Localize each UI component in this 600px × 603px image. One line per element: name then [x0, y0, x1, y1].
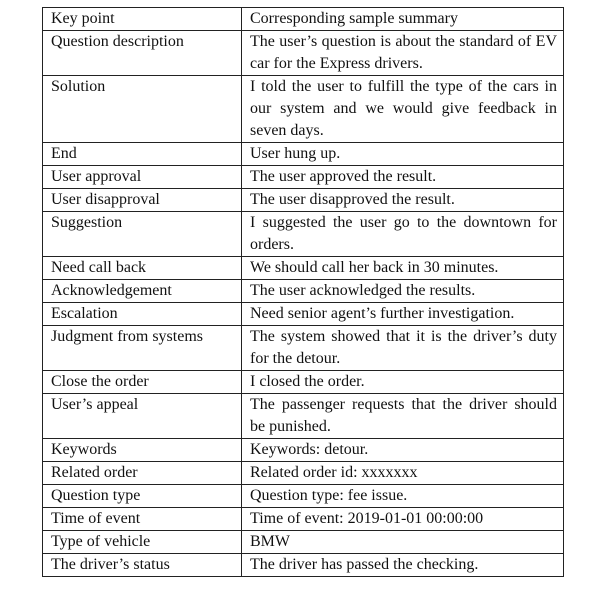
table-row: [43, 257, 564, 280]
row-key-point: Time of event: [43, 508, 242, 531]
header-key-point: Key point: [43, 8, 242, 31]
row-summary: Keywords: detour.: [242, 439, 564, 462]
table-row: [43, 303, 564, 326]
table-row: [43, 189, 564, 212]
row-key-point: Acknowledgement: [43, 280, 242, 303]
row-summary: Related order id: xxxxxxx: [242, 462, 564, 485]
row-key-point: User’s appeal: [43, 394, 242, 439]
row-summary: The user approved the result.: [242, 166, 564, 189]
row-key-point: User approval: [43, 166, 242, 189]
table-row: [43, 280, 564, 303]
table-row: [43, 462, 564, 485]
table-row: [43, 212, 564, 257]
row-summary: Need senior agent’s further investigation.: [242, 303, 564, 326]
summary-table-container: [42, 7, 564, 577]
table-row: [43, 554, 564, 577]
row-key-point: Question description: [43, 31, 242, 76]
row-summary: I told the user to fulfill the type of the cars in our system and we would give feedback in seven days.: [242, 76, 564, 143]
row-summary: BMW: [242, 531, 564, 554]
row-summary: The system showed that it is the driver’s duty for the detour.: [242, 326, 564, 371]
row-summary: I closed the order.: [242, 371, 564, 394]
row-key-point: Need call back: [43, 257, 242, 280]
table-row: [43, 371, 564, 394]
row-key-point: Close the order: [43, 371, 242, 394]
table-row: [43, 531, 564, 554]
row-key-point: Solution: [43, 76, 242, 143]
row-summary: The driver has passed the checking.: [242, 554, 564, 577]
row-key-point: End: [43, 143, 242, 166]
row-summary: User hung up.: [242, 143, 564, 166]
table-header-row: [43, 8, 564, 31]
row-summary: Time of event: 2019-01-01 00:00:00: [242, 508, 564, 531]
row-summary: The user acknowledged the results.: [242, 280, 564, 303]
row-key-point: The driver’s status: [43, 554, 242, 577]
table-row: [43, 394, 564, 439]
row-summary: We should call her back in 30 minutes.: [242, 257, 564, 280]
row-key-point: Related order: [43, 462, 242, 485]
table-row: [43, 439, 564, 462]
row-key-point: Keywords: [43, 439, 242, 462]
table-row: [43, 508, 564, 531]
table-row: [43, 31, 564, 76]
table-row: [43, 76, 564, 143]
row-summary: The user disapproved the result.: [242, 189, 564, 212]
row-key-point: Suggestion: [43, 212, 242, 257]
header-summary: Corresponding sample summary: [242, 8, 564, 31]
row-key-point: Question type: [43, 485, 242, 508]
table-row: [43, 166, 564, 189]
table-row: [43, 485, 564, 508]
row-key-point: User disapproval: [43, 189, 242, 212]
table-row: [43, 326, 564, 371]
row-summary: Question type: fee issue.: [242, 485, 564, 508]
row-key-point: Type of vehicle: [43, 531, 242, 554]
row-summary: The passenger requests that the driver should be punished.: [242, 394, 564, 439]
row-key-point: Escalation: [43, 303, 242, 326]
row-key-point: Judgment from systems: [43, 326, 242, 371]
row-summary: The user’s question is about the standard of EV car for the Express drivers.: [242, 31, 564, 76]
row-summary: I suggested the user go to the downtown for orders.: [242, 212, 564, 257]
table-row: [43, 143, 564, 166]
key-point-summary-table: [42, 7, 564, 577]
